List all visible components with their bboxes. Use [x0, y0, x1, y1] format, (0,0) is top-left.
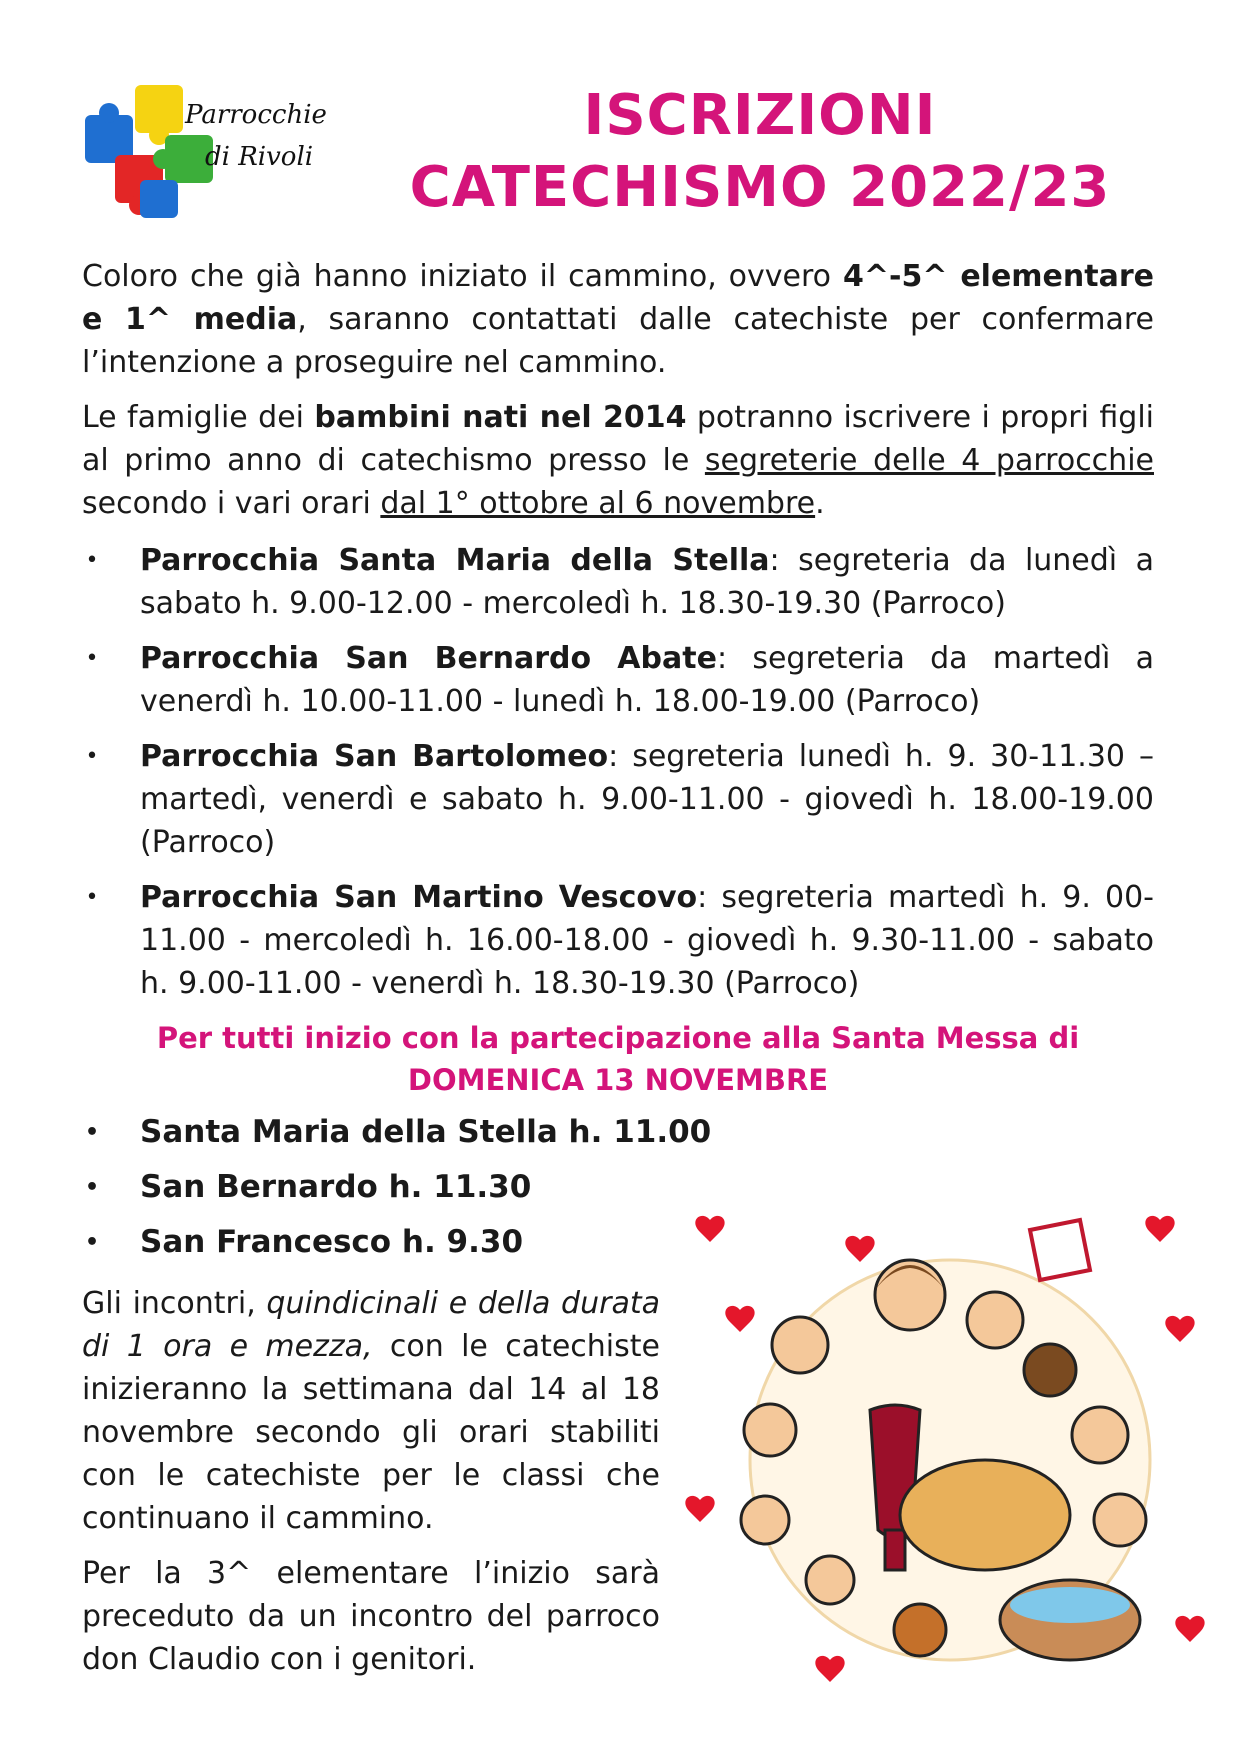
text: con le catechiste inizieranno la settimana dal 14 al 18 novembre secondo gli orari stabiliti con le catechiste per le classi che continuano il cammino. [82, 1329, 660, 1536]
parish-hours: : segreteria da martedì a venerdì h. 10.00-11.00 - lunedì h. 18.00-19.00 (Parroco) [140, 641, 1155, 719]
page-title [340, 80, 1180, 224]
parish-hours: : segreteria da lunedì a sabato h. 9.00-12.00 - mercoledì h. 18.30-19.30 (Parroco) [140, 543, 1154, 621]
bullet-icon: • [84, 1120, 100, 1145]
mass-time: Santa Maria della Stella h. 11.00 [140, 1114, 712, 1150]
meetings-paragraph [82, 1282, 660, 1540]
lower-text [82, 1282, 660, 1681]
bullet-icon: • [84, 1175, 100, 1200]
logo-text-line1: Parrocchie [185, 100, 327, 130]
parish-hours: : segreteria martedì h. 9. 00-11.00 - mercoledì h. 16.00-18.00 - giovedì h. 9.30-11.00 - sabato h. 9.00-11.00 - venerdì h. 18.30-19.30 (Parroco) [140, 880, 1154, 1001]
list-item [82, 1111, 1154, 1166]
intro-paragraph-2 [82, 396, 1154, 525]
title-line1: ISCRIZIONI [583, 83, 937, 148]
mass-time: San Francesco h. 9.30 [140, 1224, 524, 1260]
bullet-icon: • [85, 885, 99, 910]
title-line2: CATECHISMO 2022/23 [409, 155, 1111, 220]
mass-time: San Bernardo h. 11.30 [140, 1169, 532, 1205]
third-grade-paragraph: Per la 3^ elementare l’inizio sarà preceduto da un incontro del parroco don Claudio con i genitori. [82, 1556, 660, 1677]
text: , saranno contattati dalle catechiste per confermare l’intenzione a proseguire nel cammino. [82, 302, 1154, 380]
bullet-icon: • [85, 548, 99, 573]
birth-year-highlight: bambini nati nel 2014 [314, 400, 687, 435]
text: Gli incontri, [82, 1286, 267, 1321]
community-illustration [680, 1200, 1220, 1700]
parish-logo [80, 80, 330, 240]
parish-name: Parrocchia San Bernardo Abate [140, 641, 717, 676]
parish-hours: : segreteria lunedì h. 9. 30-11.30 – martedì, venerdì e sabato h. 9.00-11.00 - giovedì h. 18.00-19.00 (Parroco) [140, 739, 1154, 860]
text: . [815, 486, 825, 521]
bullet-icon: • [85, 744, 99, 769]
list-item [82, 735, 1154, 864]
parish-list [82, 539, 1154, 1005]
announcement-line1: Per tutti inizio con la partecipazione alla Santa Messa di [156, 1021, 1080, 1055]
list-item [82, 539, 1154, 625]
dates-underline: dal 1° ottobre al 6 novembre [380, 486, 816, 521]
bullet-icon: • [84, 1230, 100, 1255]
intro-paragraph-1 [82, 255, 1154, 384]
people-circle-icon [680, 1200, 1220, 1700]
parish-name: Parrocchia San Bartolomeo [140, 739, 609, 774]
classes-highlight: 4^-5^ elementare e 1^ media [82, 259, 1154, 337]
text: Le famiglie dei [82, 400, 315, 435]
bullet-icon: • [85, 646, 99, 671]
frequency-italic: quindicinali e della durata di 1 ora e mezza, [82, 1286, 660, 1364]
parish-name: Parrocchia San Martino Vescovo [140, 880, 698, 915]
text: potranno iscrivere i propri figli al primo anno di catechismo presso le [82, 400, 1155, 478]
list-item [82, 876, 1154, 1005]
mass-announcement [82, 1017, 1154, 1101]
text: secondo i vari orari [82, 486, 381, 521]
offices-underline: segreterie delle 4 parrocchie [704, 443, 1154, 478]
announcement-date: DOMENICA 13 NOVEMBRE [407, 1063, 829, 1097]
list-item [82, 637, 1154, 723]
text: Coloro che già hanno iniziato il cammino, ovvero [82, 259, 843, 294]
parish-name: Parrocchia Santa Maria della Stella [140, 543, 770, 578]
logo-text-line2: di Rivoli [205, 142, 314, 172]
